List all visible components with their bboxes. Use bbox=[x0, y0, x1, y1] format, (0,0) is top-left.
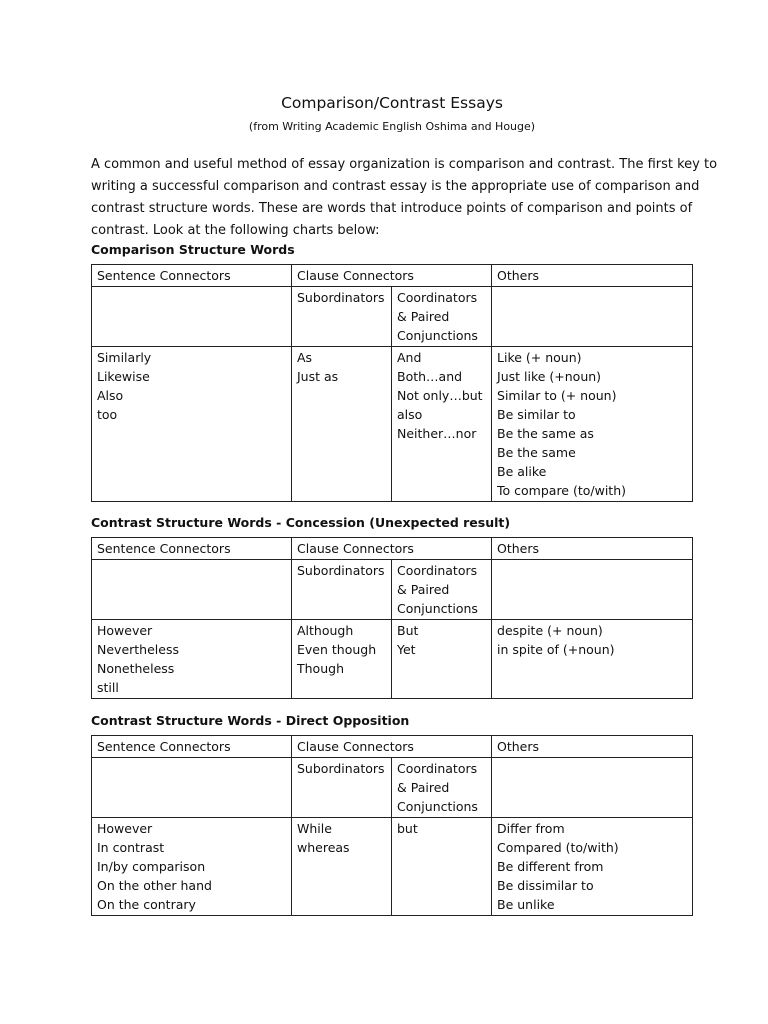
page-subtitle: (from Writing Academic English Oshima and Houge) bbox=[248, 120, 536, 133]
header-clause-connectors: Clause Connectors bbox=[292, 538, 492, 560]
sentence-connectors-item: In/by comparison bbox=[97, 859, 206, 874]
sentence-connectors-item: Similarly bbox=[97, 350, 152, 365]
subordinators-item: whereas bbox=[297, 840, 350, 855]
table-header-row bbox=[92, 538, 693, 560]
sentence-connectors-item: In contrast bbox=[97, 840, 165, 855]
sentence-connectors-item: Also bbox=[97, 388, 124, 403]
header-coordinators-line: & Paired bbox=[397, 780, 450, 795]
coordinators-item: Both…and bbox=[397, 369, 463, 384]
header-coordinators-line: Conjunctions bbox=[397, 328, 478, 343]
others-item: Differ from bbox=[497, 821, 565, 836]
header-sentence-connectors: Sentence Connectors bbox=[92, 736, 292, 758]
others-item: To compare (to/with) bbox=[497, 483, 627, 498]
sentence-connectors-item: still bbox=[97, 680, 119, 695]
coordinators-item: Not only…but bbox=[397, 388, 483, 403]
coordinators-item: but bbox=[397, 821, 418, 836]
page-title: Comparison/Contrast Essays bbox=[281, 94, 503, 112]
coordinators-cell bbox=[392, 620, 492, 699]
sentence-connectors-item: Likewise bbox=[97, 369, 150, 384]
empty-cell bbox=[92, 287, 292, 347]
subordinators-item: Though bbox=[297, 661, 344, 676]
others-item: Be the same as bbox=[497, 426, 594, 441]
table-row bbox=[92, 620, 693, 699]
empty-cell bbox=[492, 758, 693, 818]
others-cell bbox=[492, 818, 693, 916]
comparison-heading: Comparison Structure Words bbox=[91, 242, 295, 257]
others-item: in spite of (+noun) bbox=[497, 642, 615, 657]
sentence-connectors-item: On the other hand bbox=[97, 878, 212, 893]
header-others: Others bbox=[492, 265, 693, 287]
subordinators-cell bbox=[292, 347, 392, 502]
coordinators-cell bbox=[392, 347, 492, 502]
header-coordinators-line: Coordinators bbox=[397, 761, 478, 776]
coordinators-item: But bbox=[397, 623, 419, 638]
others-item: Be different from bbox=[497, 859, 604, 874]
header-coordinators bbox=[392, 287, 492, 347]
header-coordinators bbox=[392, 758, 492, 818]
others-cell bbox=[492, 347, 693, 502]
others-item: Be the same bbox=[497, 445, 576, 460]
header-others: Others bbox=[492, 736, 693, 758]
header-coordinators-line: Coordinators bbox=[397, 290, 478, 305]
subordinators-item: Just as bbox=[297, 369, 339, 384]
comparison-table bbox=[91, 264, 693, 502]
empty-cell bbox=[492, 560, 693, 620]
subordinators-item: Although bbox=[297, 623, 354, 638]
intro-line: contrast. Look at the following charts below: bbox=[91, 223, 380, 238]
subordinators-item: As bbox=[297, 350, 313, 365]
direct-opposition-table bbox=[91, 735, 693, 916]
header-coordinators-line: Coordinators bbox=[397, 563, 478, 578]
intro-line: writing a successful comparison and contrast essay is the appropriate use of comparison and bbox=[91, 179, 700, 194]
table-subheader-row bbox=[92, 758, 693, 818]
table-subheader-row bbox=[92, 287, 693, 347]
sentence-connectors-item: too bbox=[97, 407, 118, 422]
empty-cell bbox=[492, 287, 693, 347]
coordinators-item: Neither…nor bbox=[397, 426, 477, 441]
header-sentence-connectors: Sentence Connectors bbox=[92, 265, 292, 287]
header-subordinators: Subordinators bbox=[292, 287, 392, 347]
subordinators-item: Even though bbox=[297, 642, 377, 657]
intro-paragraph bbox=[91, 154, 718, 242]
others-item: despite (+ noun) bbox=[497, 623, 603, 638]
subordinators-cell bbox=[292, 620, 392, 699]
empty-cell bbox=[92, 560, 292, 620]
table-header-row bbox=[92, 265, 693, 287]
others-item: Compared (to/with) bbox=[497, 840, 619, 855]
others-item: Be similar to bbox=[497, 407, 576, 422]
header-coordinators-line: Conjunctions bbox=[397, 601, 478, 616]
header-others: Others bbox=[492, 538, 693, 560]
direct-opposition-heading: Contrast Structure Words - Direct Opposition bbox=[91, 713, 410, 728]
intro-line: contrast structure words. These are words that introduce points of comparison and points of bbox=[91, 201, 693, 216]
coordinators-item: Yet bbox=[397, 642, 416, 657]
sentence-connectors-item: Nevertheless bbox=[97, 642, 179, 657]
sentence-connectors-cell bbox=[92, 620, 292, 699]
concession-heading: Contrast Structure Words - Concession (Unexpected result) bbox=[91, 515, 511, 530]
header-coordinators-line: & Paired bbox=[397, 582, 450, 597]
sentence-connectors-item: Nonetheless bbox=[97, 661, 175, 676]
others-item: Like (+ noun) bbox=[497, 350, 582, 365]
header-coordinators-line: Conjunctions bbox=[397, 799, 478, 814]
empty-cell bbox=[92, 758, 292, 818]
others-item: Be unlike bbox=[497, 897, 555, 912]
sentence-connectors-item: However bbox=[97, 623, 153, 638]
header-sentence-connectors: Sentence Connectors bbox=[92, 538, 292, 560]
header-clause-connectors: Clause Connectors bbox=[292, 736, 492, 758]
header-coordinators bbox=[392, 560, 492, 620]
concession-table bbox=[91, 537, 693, 699]
others-item: Be alike bbox=[497, 464, 547, 479]
coordinators-item: And bbox=[397, 350, 422, 365]
coordinators-cell bbox=[392, 818, 492, 916]
subordinators-item: While bbox=[297, 821, 332, 836]
others-item: Be dissimilar to bbox=[497, 878, 594, 893]
others-item: Just like (+noun) bbox=[497, 369, 602, 384]
header-subordinators: Subordinators bbox=[292, 560, 392, 620]
header-clause-connectors: Clause Connectors bbox=[292, 265, 492, 287]
sentence-connectors-item: However bbox=[97, 821, 153, 836]
others-item: Similar to (+ noun) bbox=[497, 388, 617, 403]
others-cell bbox=[492, 620, 693, 699]
table-row bbox=[92, 347, 693, 502]
sentence-connectors-cell bbox=[92, 347, 292, 502]
subordinators-cell bbox=[292, 818, 392, 916]
sentence-connectors-cell bbox=[92, 818, 292, 916]
intro-line: A common and useful method of essay organization is comparison and contrast. The first key to bbox=[91, 157, 718, 172]
table-header-row bbox=[92, 736, 693, 758]
table-subheader-row bbox=[92, 560, 693, 620]
header-subordinators: Subordinators bbox=[292, 758, 392, 818]
table-row bbox=[92, 818, 693, 916]
coordinators-item: also bbox=[397, 407, 423, 422]
sentence-connectors-item: On the contrary bbox=[97, 897, 196, 912]
header-coordinators-line: & Paired bbox=[397, 309, 450, 324]
